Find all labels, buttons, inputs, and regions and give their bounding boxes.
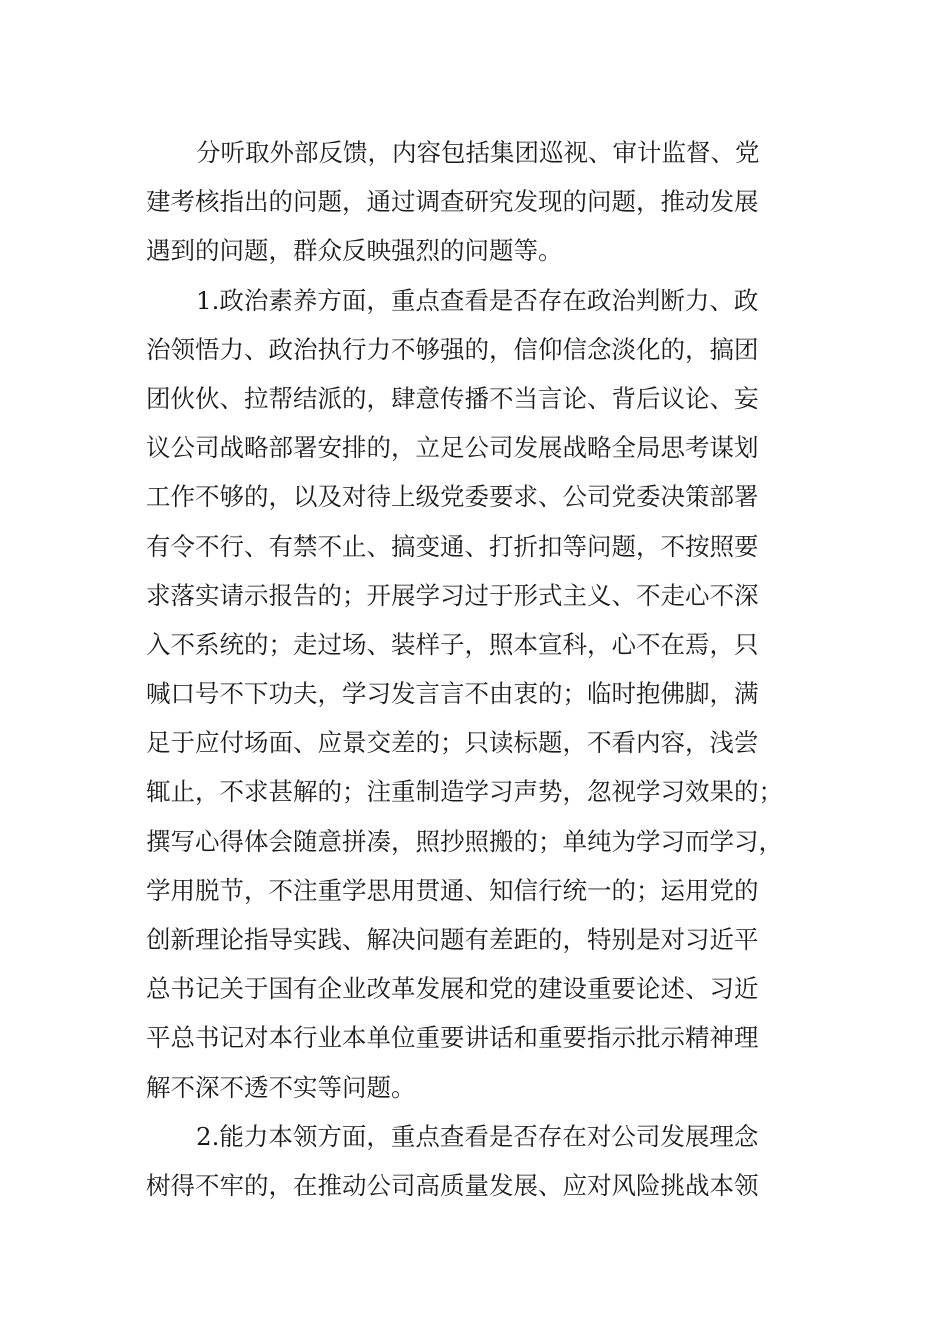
- text-line: 入不系统的；走过场、装样子，照本宣科，心不在焉，只: [146, 629, 759, 659]
- document-body: [146, 128, 806, 1210]
- text-line: 2.能力本领方面，重点查看是否存在对公司发展理念: [196, 1121, 759, 1151]
- paragraph-political-literacy: [146, 276, 806, 1112]
- text-line: 遇到的问题，群众反映强烈的问题等。: [146, 236, 563, 266]
- text-line: 议公司战略部署安排的，立足公司发展战略全局思考谋划: [146, 433, 759, 463]
- text-line: 求落实请示报告的；开展学习过于形式主义、不走心不深: [146, 580, 759, 610]
- paragraph-external-feedback: [146, 128, 806, 276]
- text-line: 学用脱节，不注重学思用贯通、知信行统一的；运用党的: [146, 875, 759, 905]
- text-line: 撰写心得体会随意拼凑，照抄照搬的；单纯为学习而学习，: [146, 826, 783, 856]
- text-line: 有令不行、有禁不止、搞变通、打折扣等问题，不按照要: [146, 531, 759, 561]
- text-line: 足于应付场面、应景交差的；只读标题，不看内容，浅尝: [146, 728, 759, 758]
- text-line: 建考核指出的问题，通过调查研究发现的问题，推动发展: [146, 187, 759, 217]
- text-line: 解不深不透不实等问题。: [146, 1072, 416, 1102]
- text-line: 1.政治素养方面，重点查看是否存在政治判断力、政: [196, 285, 759, 315]
- text-line: 工作不够的，以及对待上级党委要求、公司党委决策部署: [146, 482, 759, 512]
- text-line: 喊口号不下功夫，学习发言言不由衷的；临时抱佛脚，满: [146, 679, 759, 709]
- text-line: 平总书记对本行业本单位重要讲话和重要指示批示精神理: [146, 1023, 759, 1053]
- text-line: 分听取外部反馈，内容包括集团巡视、审计监督、党: [196, 138, 760, 167]
- text-line: 树得不牢的，在推动公司高质量发展、应对风险挑战本领: [146, 1170, 759, 1200]
- text-line: 团伙伙、拉帮结派的，肆意传播不当言论、背后议论、妄: [146, 383, 759, 413]
- text-line: 治领悟力、政治执行力不够强的，信仰信念淡化的，搞团: [146, 334, 759, 364]
- text-line: 创新理论指导实践、解决问题有差距的，特别是对习近平: [146, 925, 759, 954]
- paragraph-ability-skills: [146, 1112, 806, 1210]
- text-line: 辄止，不求甚解的；注重制造学习声势，忽视学习效果的；: [146, 777, 783, 807]
- text-line: 总书记关于国有企业改革发展和党的建设重要论述、习近: [146, 974, 759, 1004]
